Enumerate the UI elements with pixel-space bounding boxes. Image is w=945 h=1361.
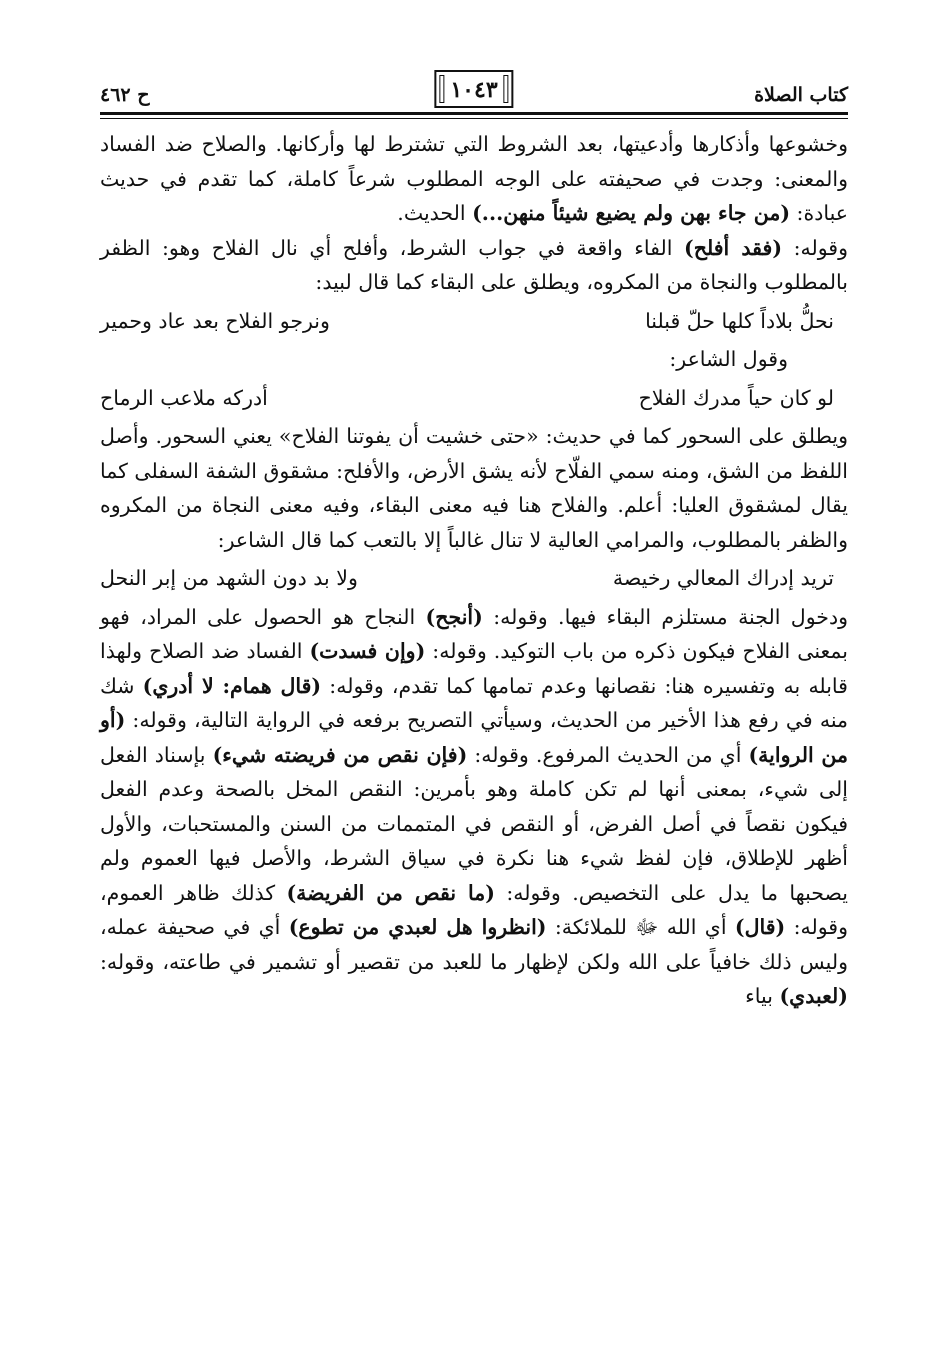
poetry-verse bbox=[100, 381, 848, 416]
page-header bbox=[100, 70, 848, 112]
header-rule bbox=[100, 112, 848, 119]
paragraph: ويطلق على السحور كما في حديث: «حتى خشيت أن يفوتنا الفلاح» يعني السحور. وأصل اللفظ من الشق، ومنه سمي الفلّاح لأنه يشق الأرض، والأفلح: مشقوق الشفة السفلى كما يقال لمشقوق العليا: أعلم. والفلاح هنا فيه معنى البقاء، وفيه معنى النجاة من المكروه والظفر بالمطلوب، والمرامي العالية لا تنال غالباً إلا بالتعب كما قال الشاعر: bbox=[100, 424, 848, 552]
verse-second-hemistich: ولا بد دون الشهد من إبر النحل bbox=[100, 566, 358, 590]
paragraph: وقول الشاعر: bbox=[669, 347, 788, 371]
book-page bbox=[100, 70, 848, 1014]
poetry-verse bbox=[100, 561, 848, 596]
paragraph: وقوله: (فقد أفلح) الفاء واقعة في جواب الشرط، وأفلح أي نال الفلاح وهو: الظفر بالمطلوب والنجاة من المكروه، ويطلق على البقاء كما قال لبيد: bbox=[100, 235, 848, 294]
paragraph: وخشوعها وأذكارها وأدعيتها، بعد الشروط التي تشترط لها وأركانها. والصلاح ضد الفساد والمعنى: وجدت في صحيفته على الوجه المطلوب شرعاً كاملة، كما تقدم في حديث عبادة: (من جاء بهن ولم يضيع شيئاً منهن...) الحديث. bbox=[100, 132, 848, 225]
verse-second-hemistich: ونرجو الفلاح بعد عاد وحمير bbox=[100, 308, 330, 333]
chapter-title: كتاب الصلاة bbox=[754, 84, 848, 106]
verse-first-hemistich: نحلُّ بلاداً كلها حلّ قبلنا bbox=[645, 308, 834, 333]
verse-second-hemistich: أدركه ملاعب الرماح bbox=[100, 385, 268, 410]
hadith-reference: ح ٤٦٢ bbox=[100, 84, 150, 106]
verse-first-hemistich: تريد إدراك المعالي رخيصة bbox=[612, 566, 834, 590]
poetry-verse bbox=[100, 304, 848, 339]
commentary-body bbox=[100, 127, 848, 1014]
paragraph: ودخول الجنة مستلزم البقاء فيها. وقوله: (أنجح) النجاح هو الحصول على المراد، فهو بمعنى الفلاح فيكون ذكره من باب التوكيد. وقوله: (وإن فسدت) الفساد ضد الصلاح ولهذا قابله به وتفسيره هنا: نقصانها وعدم تمامها كما تقدم، وقوله: (قال همام: لا أدري) شك منه في رفع هذا الأخير من الحديث، وسيأتي التصريح برفعه في الرواية التالية، وقوله: (أو من الرواية) أي من الحديث المرفوع. وقوله: (فإن نقص من فريضته شيء) بإسناد الفعل إلى شيء، بمعنى أنها لم تكن كاملة وهو بأمرين: النقص المخل بالصحة وعدم الفعل فيكون نقصاً في أصل الفرض، أو النقص في المتممات من السنن والمستحبات، والأول أظهر للإطلاق، فإن لفظ شيء هنا نكرة في سياق الشرط، والأصل فيها العموم ولم يصحبها ما يدل على التخصيص. وقوله: (ما نقص من الفريضة) كذلك ظاهر العموم، وقوله: (قال) أي الله ﷻ للملائكة: (انظروا هل لعبدي من تطوع) أي في صحيفة عمله، وليس ذلك خافياً على الله ولكن لإظهار ما للعبد من تقصير أو تشمير في طاعته، وقوله: (لعبدي) بياء bbox=[100, 604, 849, 1008]
verse-first-hemistich: لو كان حياً مدرك الفلاح bbox=[638, 385, 834, 410]
page-number: ١٠٤٣ bbox=[434, 70, 513, 108]
